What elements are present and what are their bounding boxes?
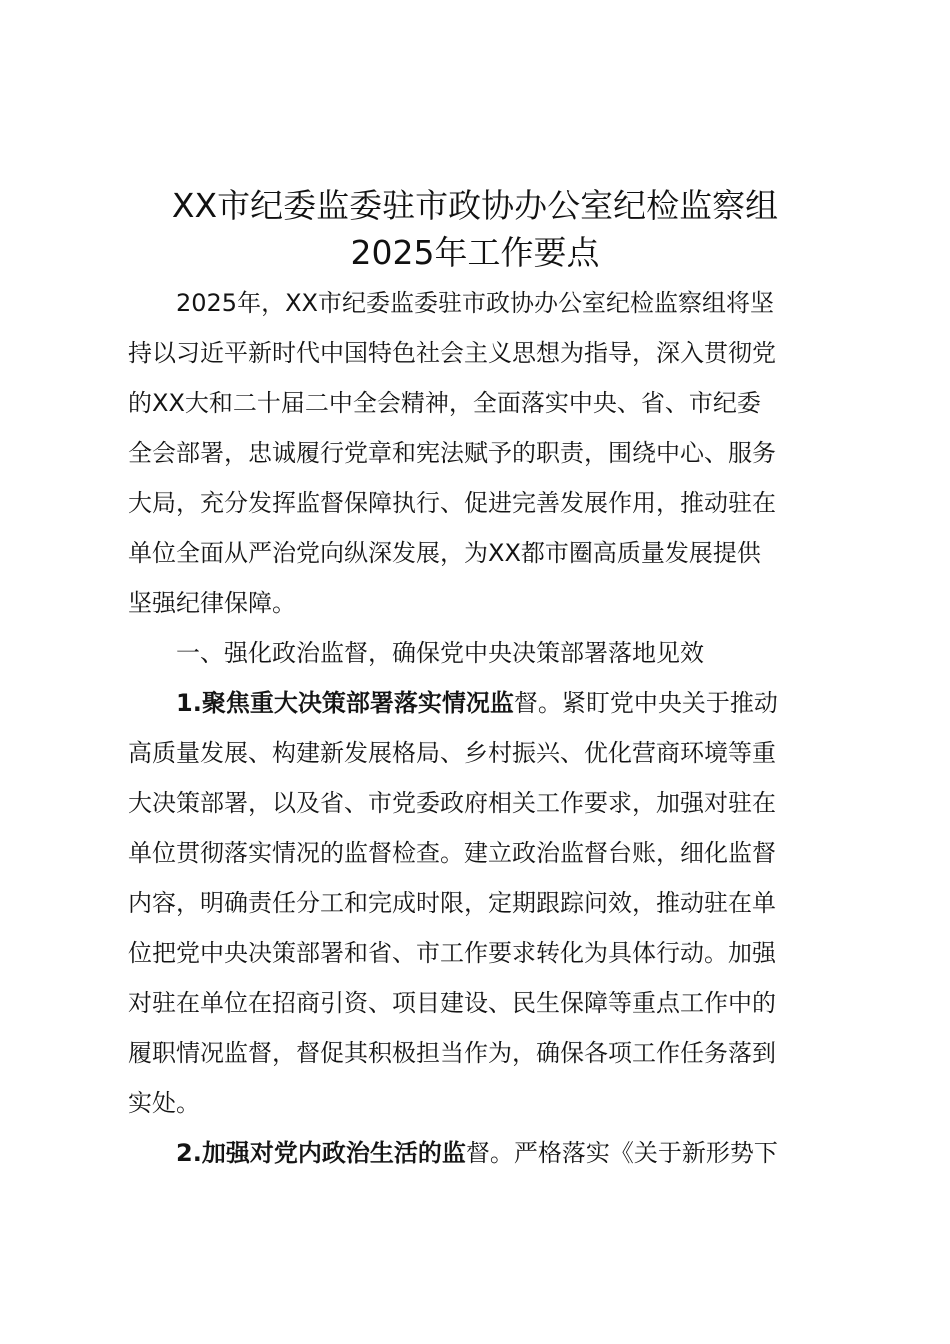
item-1-line: 对驻在单位在招商引资、项目建设、民生保障等重点工作中的 (128, 989, 776, 1017)
item-1-line: 单位贯彻落实情况的监督检查。建立政治监督台账，细化监督 (128, 839, 776, 867)
item-2-text: 督。严格落实《关于新形势下 (465, 1139, 778, 1167)
item-1-line: 高质量发展、构建新发展格局、乡村振兴、优化营商环境等重 (128, 739, 776, 767)
item-1-first-line (176, 686, 832, 720)
intro-line: 单位全面从严治党向纵深发展，为XX都市圈高质量发展提供 (128, 539, 761, 567)
intro-line: 持以习近平新时代中国特色社会主义思想为指导，深入贯彻党 (128, 339, 776, 367)
intro-line: 全会部署，忠诚履行党章和宪法赋予的职责，围绕中心、服务 (128, 439, 776, 467)
item-1-line: 内容，明确责任分工和完成时限，定期跟踪问效，推动驻在单 (128, 889, 776, 917)
section-heading: 一、强化政治监督，确保党中央决策部署落地见效 (176, 639, 704, 667)
document-title-line-1: XX市纪委监委驻市政协办公室纪检监察组 (171, 186, 779, 225)
item-2-first-line (176, 1136, 832, 1170)
intro-line: 大局，充分发挥监督保障执行、促进完善发展作用，推动驻在 (128, 489, 776, 517)
item-1-line: 大决策部署，以及省、市党委政府相关工作要求，加强对驻在 (128, 789, 776, 817)
item-2-heading: 2.加强对党内政治生活的监 (176, 1139, 466, 1167)
item-1-line: 履职情况监督，督促其积极担当作为，确保各项工作任务落到 (128, 1039, 776, 1067)
intro-line: 2025年，XX市纪委监委驻市政协办公室纪检监察组将坚 (176, 289, 774, 317)
intro-line: 的XX大和二十届二中全会精神，全面落实中央、省、市纪委 (128, 389, 761, 417)
item-1-text: 督。紧盯党中央关于推动 (513, 689, 778, 717)
item-1-line: 位把党中央决策部署和省、市工作要求转化为具体行动。加强 (128, 939, 776, 967)
document-title-line-2: 2025年工作要点 (350, 233, 600, 272)
intro-line: 坚强纪律保障。 (128, 589, 296, 617)
item-1-line: 实处。 (128, 1089, 200, 1117)
item-1-heading: 1.聚焦重大决策部署落实情况监 (176, 689, 514, 717)
